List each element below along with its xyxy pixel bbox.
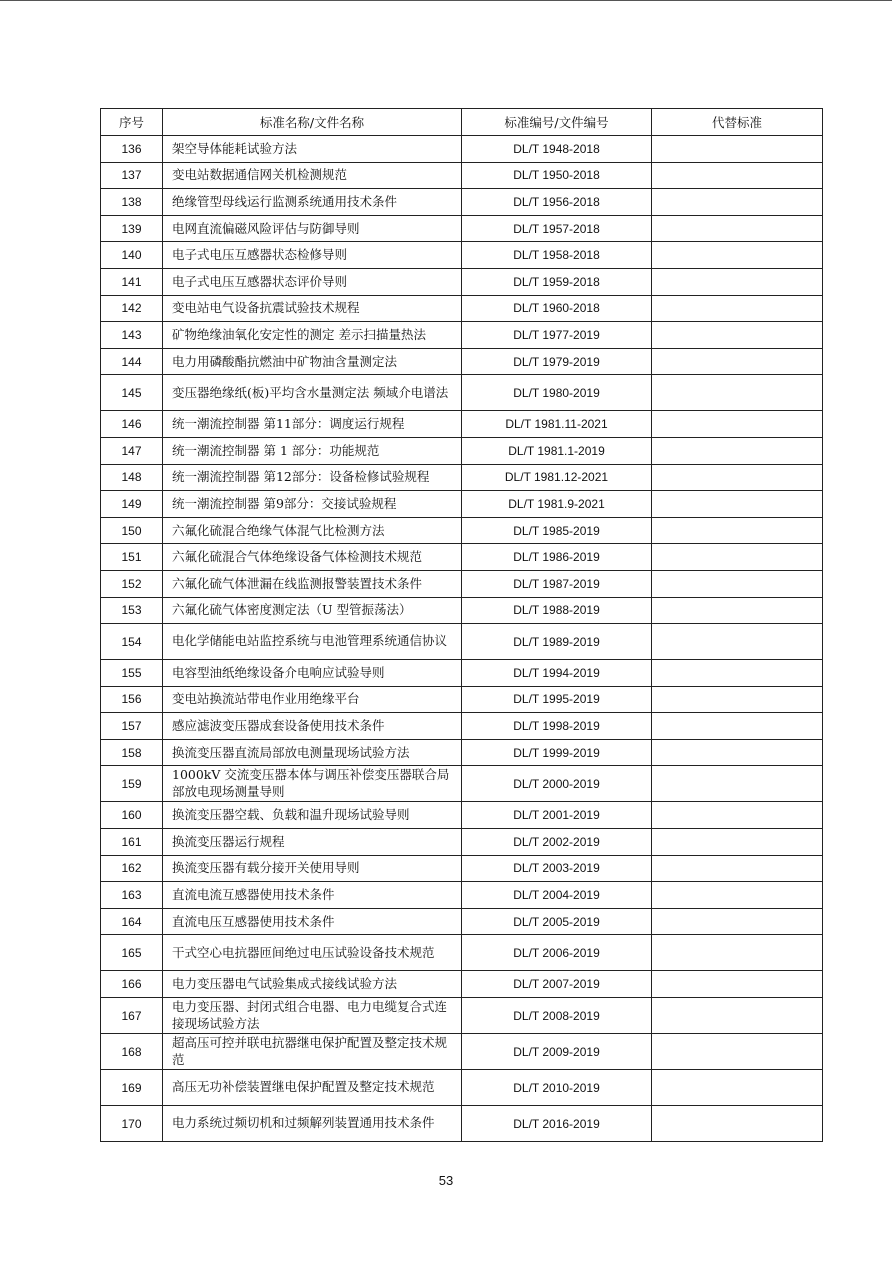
- cell-seq: 147: [101, 437, 163, 464]
- cell-name: 电子式电压互感器状态评价导则: [163, 268, 462, 295]
- cell-code: DL/T 2016-2019: [462, 1106, 652, 1142]
- table-row: [101, 295, 823, 322]
- table-row: [101, 597, 823, 624]
- table-row: [101, 215, 823, 242]
- table-row: [101, 855, 823, 882]
- cell-replaces: [652, 295, 823, 322]
- cell-name: 电化学储能电站监控系统与电池管理系统通信协议: [163, 624, 462, 660]
- table-row: [101, 189, 823, 216]
- cell-name: 变电站数据通信网关机检测规范: [163, 162, 462, 189]
- cell-code: DL/T 1987-2019: [462, 570, 652, 597]
- cell-code: DL/T 1979-2019: [462, 348, 652, 375]
- cell-seq: 158: [101, 739, 163, 766]
- table-body: [101, 136, 823, 1142]
- cell-replaces: [652, 1070, 823, 1106]
- cell-seq: 143: [101, 322, 163, 349]
- cell-replaces: [652, 136, 823, 163]
- cell-replaces: [652, 437, 823, 464]
- cell-seq: 154: [101, 624, 163, 660]
- cell-replaces: [652, 242, 823, 269]
- standards-table: [100, 108, 823, 1142]
- cell-replaces: [652, 908, 823, 935]
- cell-seq: 168: [101, 1034, 163, 1070]
- table-row: [101, 908, 823, 935]
- cell-code: DL/T 1998-2019: [462, 713, 652, 740]
- cell-code: DL/T 1950-2018: [462, 162, 652, 189]
- cell-code: DL/T 2008-2019: [462, 998, 652, 1034]
- cell-name: 变压器绝缘纸(板)平均含水量测定法 频域介电谱法: [163, 375, 462, 411]
- table-row: [101, 570, 823, 597]
- cell-code: DL/T 1981.11-2021: [462, 411, 652, 438]
- cell-seq: 146: [101, 411, 163, 438]
- cell-name: 电力系统过频切机和过频解列装置通用技术条件: [163, 1106, 462, 1142]
- table-row: [101, 882, 823, 909]
- cell-name: 干式空心电抗器匝间绝过电压试验设备技术规范: [163, 935, 462, 971]
- table-row: [101, 766, 823, 802]
- cell-replaces: [652, 1106, 823, 1142]
- cell-seq: 160: [101, 802, 163, 829]
- cell-code: DL/T 2001-2019: [462, 802, 652, 829]
- cell-replaces: [652, 464, 823, 491]
- cell-replaces: [652, 1034, 823, 1070]
- table-row: [101, 713, 823, 740]
- cell-seq: 142: [101, 295, 163, 322]
- cell-seq: 140: [101, 242, 163, 269]
- cell-seq: 153: [101, 597, 163, 624]
- cell-replaces: [652, 882, 823, 909]
- page-number: 53: [438, 1173, 454, 1188]
- table-row: [101, 802, 823, 829]
- cell-name: 六氟化硫气体密度测定法（U 型管振荡法）: [163, 597, 462, 624]
- cell-name: 直流电流互感器使用技术条件: [163, 882, 462, 909]
- cell-replaces: [652, 802, 823, 829]
- cell-seq: 151: [101, 544, 163, 571]
- cell-seq: 165: [101, 935, 163, 971]
- cell-name: 架空导体能耗试验方法: [163, 136, 462, 163]
- cell-replaces: [652, 624, 823, 660]
- table-row: [101, 739, 823, 766]
- cell-code: DL/T 1980-2019: [462, 375, 652, 411]
- cell-replaces: [652, 855, 823, 882]
- cell-code: DL/T 2010-2019: [462, 1070, 652, 1106]
- page-top-rule: [0, 0, 892, 1]
- table-row: [101, 491, 823, 518]
- cell-code: DL/T 1981.1-2019: [462, 437, 652, 464]
- cell-code: DL/T 1960-2018: [462, 295, 652, 322]
- cell-replaces: [652, 517, 823, 544]
- cell-name: 统一潮流控制器 第11部分：调度运行规程: [163, 411, 462, 438]
- cell-name: 矿物绝缘油氧化安定性的测定 差示扫描量热法: [163, 322, 462, 349]
- cell-replaces: [652, 411, 823, 438]
- cell-replaces: [652, 215, 823, 242]
- cell-name: 换流变压器运行规程: [163, 829, 462, 856]
- header-replaces: 代替标准: [652, 109, 823, 136]
- cell-seq: 145: [101, 375, 163, 411]
- cell-name: 六氟化硫气体泄漏在线监测报警装置技术条件: [163, 570, 462, 597]
- table-row: [101, 268, 823, 295]
- cell-replaces: [652, 162, 823, 189]
- cell-seq: 166: [101, 971, 163, 998]
- cell-seq: 155: [101, 660, 163, 687]
- cell-name: 换流变压器空载、负载和温升现场试验导则: [163, 802, 462, 829]
- cell-code: DL/T 2000-2019: [462, 766, 652, 802]
- cell-replaces: [652, 348, 823, 375]
- cell-replaces: [652, 829, 823, 856]
- table-row: [101, 162, 823, 189]
- cell-name: 绝缘管型母线运行监测系统通用技术条件: [163, 189, 462, 216]
- table-row: [101, 136, 823, 163]
- table-row: [101, 998, 823, 1034]
- cell-code: DL/T 1989-2019: [462, 624, 652, 660]
- table-row: [101, 624, 823, 660]
- cell-code: DL/T 1988-2019: [462, 597, 652, 624]
- cell-name: 电网直流偏磁风险评估与防御导则: [163, 215, 462, 242]
- cell-seq: 138: [101, 189, 163, 216]
- cell-seq: 149: [101, 491, 163, 518]
- cell-replaces: [652, 491, 823, 518]
- cell-code: DL/T 2002-2019: [462, 829, 652, 856]
- table-row: [101, 322, 823, 349]
- cell-code: DL/T 1956-2018: [462, 189, 652, 216]
- cell-seq: 164: [101, 908, 163, 935]
- cell-code: DL/T 1958-2018: [462, 242, 652, 269]
- cell-seq: 157: [101, 713, 163, 740]
- table-row: [101, 375, 823, 411]
- header-code: 标准编号/文件编号: [462, 109, 652, 136]
- cell-name: 统一潮流控制器 第 1 部分：功能规范: [163, 437, 462, 464]
- cell-seq: 137: [101, 162, 163, 189]
- cell-replaces: [652, 998, 823, 1034]
- table-row: [101, 1070, 823, 1106]
- cell-seq: 156: [101, 686, 163, 713]
- cell-code: DL/T 2006-2019: [462, 935, 652, 971]
- table-row: [101, 517, 823, 544]
- cell-name: 统一潮流控制器 第12部分：设备检修试验规程: [163, 464, 462, 491]
- cell-replaces: [652, 597, 823, 624]
- cell-seq: 167: [101, 998, 163, 1034]
- cell-code: DL/T 2004-2019: [462, 882, 652, 909]
- table-row: [101, 411, 823, 438]
- cell-code: DL/T 1999-2019: [462, 739, 652, 766]
- cell-code: DL/T 2009-2019: [462, 1034, 652, 1070]
- cell-name: 1000kV 交流变压器本体与调压补偿变压器联合局部放电现场测量导则: [163, 766, 462, 802]
- cell-seq: 136: [101, 136, 163, 163]
- cell-code: DL/T 1977-2019: [462, 322, 652, 349]
- table-row: [101, 1106, 823, 1142]
- cell-seq: 163: [101, 882, 163, 909]
- cell-replaces: [652, 322, 823, 349]
- cell-replaces: [652, 971, 823, 998]
- cell-seq: 139: [101, 215, 163, 242]
- cell-name: 高压无功补偿装置继电保护配置及整定技术规范: [163, 1070, 462, 1106]
- cell-code: DL/T 1981.9-2021: [462, 491, 652, 518]
- cell-name: 六氟化硫混合绝缘气体混气比检测方法: [163, 517, 462, 544]
- cell-name: 统一潮流控制器 第9部分：交接试验规程: [163, 491, 462, 518]
- cell-code: DL/T 2003-2019: [462, 855, 652, 882]
- cell-code: DL/T 1986-2019: [462, 544, 652, 571]
- cell-replaces: [652, 686, 823, 713]
- table-row: [101, 935, 823, 971]
- cell-replaces: [652, 268, 823, 295]
- header-row: [101, 109, 823, 136]
- cell-name: 电力变压器、封闭式组合电器、电力电缆复合式连接现场试验方法: [163, 998, 462, 1034]
- cell-name: 电子式电压互感器状态检修导则: [163, 242, 462, 269]
- cell-name: 电力用磷酸酯抗燃油中矿物油含量测定法: [163, 348, 462, 375]
- cell-name: 换流变压器有载分接开关使用导则: [163, 855, 462, 882]
- cell-name: 六氟化硫混合气体绝缘设备气体检测技术规范: [163, 544, 462, 571]
- cell-seq: 161: [101, 829, 163, 856]
- table-row: [101, 1034, 823, 1070]
- cell-replaces: [652, 189, 823, 216]
- cell-seq: 170: [101, 1106, 163, 1142]
- cell-name: 变电站电气设备抗震试验技术规程: [163, 295, 462, 322]
- header-seq: 序号: [101, 109, 163, 136]
- table-row: [101, 829, 823, 856]
- cell-name: 直流电压互感器使用技术条件: [163, 908, 462, 935]
- table-row: [101, 242, 823, 269]
- cell-replaces: [652, 935, 823, 971]
- cell-replaces: [652, 660, 823, 687]
- cell-code: DL/T 2007-2019: [462, 971, 652, 998]
- table-row: [101, 971, 823, 998]
- cell-seq: 152: [101, 570, 163, 597]
- header-name: 标准名称/文件名称: [163, 109, 462, 136]
- cell-code: DL/T 1985-2019: [462, 517, 652, 544]
- cell-seq: 141: [101, 268, 163, 295]
- cell-name: 感应滤波变压器成套设备使用技术条件: [163, 713, 462, 740]
- cell-seq: 162: [101, 855, 163, 882]
- table-row: [101, 686, 823, 713]
- table-row: [101, 464, 823, 491]
- cell-name: 超高压可控并联电抗器继电保护配置及整定技术规范: [163, 1034, 462, 1070]
- cell-code: DL/T 1948-2018: [462, 136, 652, 163]
- cell-seq: 159: [101, 766, 163, 802]
- cell-name: 变电站换流站带电作业用绝缘平台: [163, 686, 462, 713]
- cell-name: 换流变压器直流局部放电测量现场试验方法: [163, 739, 462, 766]
- cell-seq: 148: [101, 464, 163, 491]
- table-header: [101, 109, 823, 136]
- cell-replaces: [652, 766, 823, 802]
- cell-replaces: [652, 544, 823, 571]
- cell-code: DL/T 1957-2018: [462, 215, 652, 242]
- cell-replaces: [652, 739, 823, 766]
- table-row: [101, 348, 823, 375]
- cell-code: DL/T 1994-2019: [462, 660, 652, 687]
- cell-name: 电力变压器电气试验集成式接线试验方法: [163, 971, 462, 998]
- cell-seq: 169: [101, 1070, 163, 1106]
- cell-code: DL/T 2005-2019: [462, 908, 652, 935]
- cell-seq: 150: [101, 517, 163, 544]
- cell-replaces: [652, 570, 823, 597]
- table-row: [101, 437, 823, 464]
- cell-code: DL/T 1959-2018: [462, 268, 652, 295]
- cell-replaces: [652, 375, 823, 411]
- table-row: [101, 660, 823, 687]
- table-row: [101, 544, 823, 571]
- cell-code: DL/T 1981.12-2021: [462, 464, 652, 491]
- cell-seq: 144: [101, 348, 163, 375]
- cell-code: DL/T 1995-2019: [462, 686, 652, 713]
- cell-name: 电容型油纸绝缘设备介电响应试验导则: [163, 660, 462, 687]
- cell-replaces: [652, 713, 823, 740]
